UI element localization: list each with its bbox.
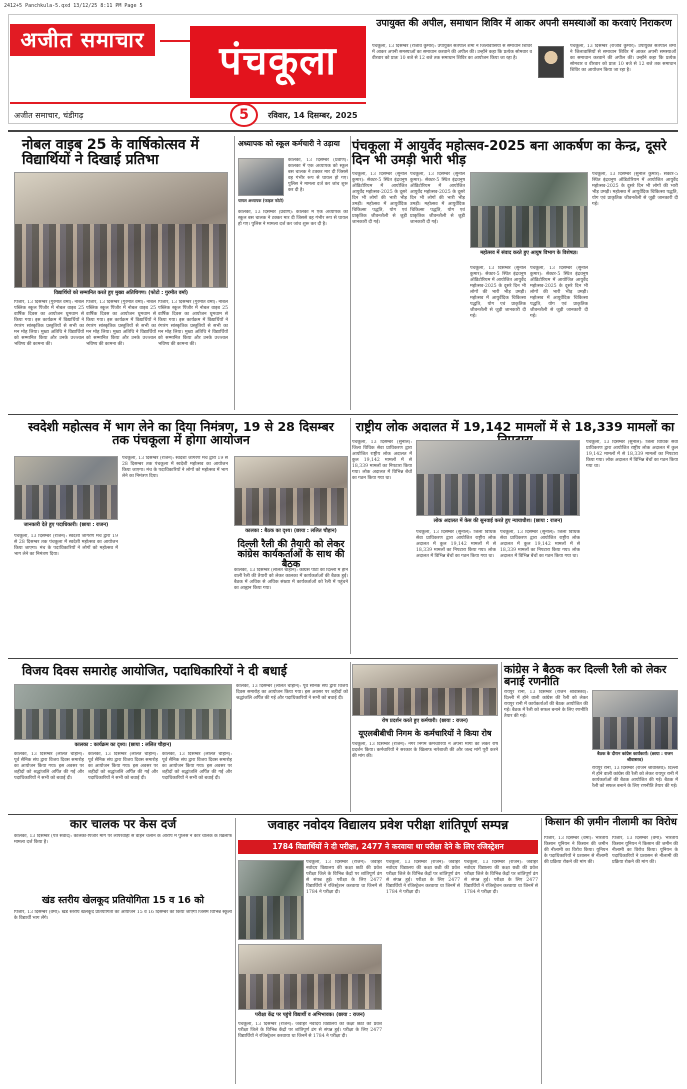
column-rule bbox=[350, 662, 351, 812]
car-case-headline: कार चालक पर केस दर्ज bbox=[69, 817, 177, 831]
top-right-body-cont: पंचकूला, 13 दिसम्बर (राजीव कुमार): उपायुक्त सतपाल शर्मा ने जिलावासियों से समाधान शिविर में आकर अपनी समस्याओं का समाधान करवाने की अपील की। उन्होंने कहा कि प्रत्येक सोमवार व वीरवार को प्रातः 10 बजे से 12 बजे तक समाधान शिविर का आयोजन किया जा रहा है। bbox=[570, 44, 676, 73]
navodaya-banner: 1784 विद्यार्थियों ने दी परीक्षा, 2477 ने करवाया था परीक्षा देने के लिए रजिस्ट्रेशन bbox=[238, 840, 538, 854]
ayurveda-body-col2: पंचकूला, 13 दिसम्बर (सुनील कुमार): सेक्टर-5 स्थित इंद्रधनुष ऑडिटोरियम में आयोजित आयुर्वेद महोत्सव-2025 के दूसरे दिन भी लोगों की भारी भीड़ उमड़ी। महोत्सव में आयुर्वेदिक चिकित्सा पद्धति, योग एवं प्राकृतिक जीवनशैली से जुड़ी जानकारी दी गई। bbox=[410, 172, 465, 225]
lok-adalat-body-col1: पंचकूला, 13 दिसम्बर (सुनील): जिला विधिक सेवा प्राधिकरण द्वारा आयोजित राष्ट्रीय लोक अदालत में कुल 19,142 मामलों में से 18,339 मामलों का निपटारा किया गया। लोक अदालत में विभिन्न बेंचों का गठन किया गया था। bbox=[352, 440, 412, 481]
column-rule bbox=[350, 418, 351, 654]
vijay-diwas-photo bbox=[14, 684, 232, 740]
vijay-diwas-body-col4: कालका, 13 दिसम्बर (ललित चौहान): पूर्व सैनिक संघ द्वारा विजय दिवस समारोह का आयोजन किया गया। इस अवसर पर शहीदों को श्रद्धांजलि अर्पित की गई और पदाधिकारियों ने सभी को बधाई दी। bbox=[236, 684, 348, 701]
farmers-body-col1: पिंजौर, 13 दिसम्बर (वर्मा): भारतीय किसान यूनियन ने किसान की जमीन की नीलामी का विरोध किया। यूनियन के पदाधिकारियों ने प्रशासन से नीलामी की प्रक्रिया रोकने की मांग की। bbox=[544, 836, 608, 865]
teacher-case-body-a: कालका, 13 दिसम्बर (प्रवीण): कालका में एक अध्यापक को स्कूल बस चालक ने टक्कर मार दी जिससे वह गंभीर रूप से घायल हो गए। पुलिस ने मामला दर्ज कर जांच शुरू कर दी है। bbox=[288, 158, 348, 193]
lok-adalat-caption: लोक अदालत में केस की सुनवाई करते हुए न्यायाधीश। (छाया : राजन) bbox=[433, 518, 563, 524]
congress-meeting-headline: कांग्रेस ने बैठक कर दिल्ली रैली को लेकर बनाई रणनीति bbox=[504, 663, 667, 688]
navodaya-body-col1: पंचकूला, 13 दिसम्बर (राजन): जवाहर नवोदय विद्यालय की कक्षा छठी की प्रवेश परीक्षा जिले के विभिन्न केंद्रों पर शांतिपूर्ण ढंग से संपन्न हुई। परीक्षा के लिए 2477 विद्यार्थियों ने रजिस्ट्रेशन करवाया था जिनमें से 1784 ने परीक्षा दी। bbox=[306, 860, 382, 895]
column-rule bbox=[501, 662, 502, 812]
car-case-body: कालका, 13 दिसम्बर (पत्र संवाद): कालका-पिंजौर मार्ग पर लापरवाही से वाहन चलाने के आरोप में पुलिस ने कार चालक के खिलाफ मामला दर्ज किया है। bbox=[14, 834, 232, 845]
brand-divider bbox=[160, 40, 190, 42]
place-line: अजीत समाचार, चंडीगढ़ bbox=[14, 111, 84, 120]
vijay-diwas-headline: विजय दिवस समारोह आयोजित, पदाधिकारियों ने दी बधाई bbox=[22, 663, 287, 678]
ayurveda-body-col3: पंचकूला, 13 दिसम्बर (सुनील कुमार): सेक्टर-5 स्थित इंद्रधनुष ऑडिटोरियम में आयोजित आयुर्वेद महोत्सव-2025 के दूसरे दिन भी लोगों की भारी भीड़ उमड़ी। महोत्सव में आयुर्वेदिक चिकित्सा पद्धति, योग एवं प्राकृतिक जीवनशैली से जुड़ी जानकारी दी गई। bbox=[470, 266, 526, 319]
sports-body: पिंजौर, 13 दिसम्बर (वर्मा): खंड स्तरीय खेलकूद प्रतियोगिता का आयोजन 15 व 16 दिसम्बर को किया जाएगा जिसमें विभिन्न स्कूलों के विद्यार्थी भाग लेंगे। bbox=[14, 910, 232, 921]
teacher-case-body-b: कालका, 13 दिसम्बर (प्रवीण): कालका में एक अध्यापक को स्कूल बस चालक ने टक्कर मार दी जिससे वह गंभीर रूप से घायल हो गए। पुलिस ने मामला दर्ज कर जांच शुरू कर दी है। bbox=[238, 210, 348, 227]
ayurveda-body-col1: पंचकूला, 13 दिसम्बर (सुनील कुमार): सेक्टर-5 स्थित इंद्रधनुष ऑडिटोरियम में आयोजित आयुर्वेद महोत्सव-2025 के दूसरे दिन भी लोगों की भारी भीड़ उमड़ी। महोत्सव में आयुर्वेदिक चिकित्सा पद्धति, योग एवं प्राकृतिक जीवनशैली से जुड़ी जानकारी दी गई। bbox=[352, 172, 407, 225]
lok-adalat-body-col3: पंचकूला, 13 दिसम्बर (सुनील): जिला विधिक सेवा प्राधिकरण द्वारा आयोजित राष्ट्रीय लोक अदालत में कुल 19,142 मामलों में से 18,339 मामलों का निपटारा किया गया। लोक अदालत में विभिन्न बेंचों का गठन किया गया था। bbox=[500, 530, 580, 559]
column-rule bbox=[234, 136, 235, 410]
swadeshi-body-col2: पंचकूला, 13 दिसम्बर (राजन): स्वदेशी जागरण मंच द्वारा 19 से 28 दिसम्बर तक पंचकूला में स्वदेशी महोत्सव का आयोजन किया जाएगा। मंच के पदाधिकारियों ने लोगों को महोत्सव में भाग लेने का निमंत्रण दिया। bbox=[122, 456, 228, 479]
municipal-protest-body: पंचकूला, 13 दिसम्बर (राजन): नगर निगम कर्मचारियों ने अपनी मांगों को लेकर रोष प्रदर्शन किया। कर्मचारियों ने सरकार के खिलाफ नारेबाजी की और जल्द मांगें पूरी करने की मांग की। bbox=[352, 742, 498, 759]
congress-meeting-body-col1: रायपुर रानी, 13 दिसम्बर (राजन श्रीवास्तव): दिल्ली में होने वाली कांग्रेस की रैली को लेकर रायपुर रानी में कार्यकर्ताओं की बैठक आयोजित की गई। बैठक में रैली को सफल बनाने के लिए रणनीति तैयार की गई। bbox=[504, 690, 588, 719]
ayurveda-body-col4: पंचकूला, 13 दिसम्बर (सुनील कुमार): सेक्टर-5 स्थित इंद्रधनुष ऑडिटोरियम में आयोजित आयुर्वेद महोत्सव-2025 के दूसरे दिन भी लोगों की भारी भीड़ उमड़ी। महोत्सव में आयुर्वेदिक चिकित्सा पद्धति, योग एवं प्राकृतिक जीवनशैली से जुड़ी जानकारी दी गई। bbox=[530, 266, 588, 319]
vijay-diwas-body-col2: कालका, 13 दिसम्बर (ललित चौहान): पूर्व सैनिक संघ द्वारा विजय दिवस समारोह का आयोजन किया गया। इस अवसर पर शहीदों को श्रद्धांजलि अर्पित की गई और पदाधिकारियों ने सभी को बधाई दी। bbox=[88, 752, 158, 781]
municipal-protest-photo bbox=[352, 664, 498, 716]
navodaya-photo-1 bbox=[238, 860, 304, 940]
ayurveda-photo bbox=[470, 172, 588, 248]
swadeshi-body-col1: पंचकूला, 13 दिसम्बर (राजन): स्वदेशी जागरण मंच द्वारा 19 से 28 दिसम्बर तक पंचकूला में स्वदेशी महोत्सव का आयोजन किया जाएगा। मंच के पदाधिकारियों ने लोगों को महोत्सव में भाग लेने का निमंत्रण दिया। bbox=[14, 534, 118, 557]
municipal-protest-caption: रोष प्रदर्शन करते हुए कर्मचारी। (छाया : राजन) bbox=[381, 718, 469, 724]
annual-day-body-col1: पिंजौर, 13 दिसम्बर (गुरमीत वर्मा): नोबल पब्लिक स्कूल पिंजौर में नोबल वाइब 25 वार्षिक दिवस का आयोजन धूमधाम से किया गया। इस कार्यक्रम में विद्यार्थियों ने रंगारंग सांस्कृतिक प्रस्तुतियों से सभी का मन मोह लिया। मुख्य अतिथि ने विद्यार्थियों को सम्मानित किया और उनके उज्ज्वल भविष्य की कामना की। bbox=[14, 300, 84, 347]
edition-title: पंचकूला bbox=[190, 26, 366, 98]
ayurveda-caption: महोत्सव में संवाद करते हुए आयुष विभाग के विशेषज्ञ। bbox=[480, 250, 578, 256]
column-rule bbox=[235, 818, 236, 1084]
navodaya-caption: परीक्षा केंद्र पर पहुंचे विद्यार्थी व अभिभावक। (छाया : राजन) bbox=[255, 1012, 365, 1018]
top-right-headline: उपायुक्त की अपील, समाधान शिविर में आकर अपनी समस्याओं का करवाएं निराकरण bbox=[376, 18, 672, 29]
brand-logo: अजीत समाचार bbox=[10, 24, 155, 56]
delhi-rally-body: कालका, 13 दिसम्बर (ललित चौहान): कांग्रेस पार्टी की दिल्ली में होने वाली रैली की तैयारी को लेकर कालका में कार्यकर्ताओं की बैठक हुई। बैठक में अधिक से अधिक संख्या में कार्यकर्ताओं को रैली में पहुंचने का आह्वान किया गया। bbox=[234, 568, 348, 591]
delhi-rally-caption: कालका : बैठक का दृश्य। (छाया : ललित चौहान) bbox=[245, 528, 337, 534]
swadeshi-headline: स्वदेशी महोत्सव में भाग लेने का दिया निमंत्रण, 19 से 28 दिसम्बर तक पंचकूला में होगा आयोजन bbox=[28, 419, 334, 448]
column-rule bbox=[541, 818, 542, 1084]
teacher-case-caption: घायल अध्यापक (फाइल फोटो) bbox=[238, 198, 284, 203]
ayurveda-body-col5: पंचकूला, 13 दिसम्बर (सुनील कुमार): सेक्टर-5 स्थित इंद्रधनुष ऑडिटोरियम में आयोजित आयुर्वेद महोत्सव-2025 के दूसरे दिन भी लोगों की भारी भीड़ उमड़ी। महोत्सव में आयुर्वेदिक चिकित्सा पद्धति, योग एवं प्राकृतिक जीवनशैली से जुड़ी जानकारी दी गई। bbox=[592, 172, 678, 207]
vijay-diwas-body-col3: कालका, 13 दिसम्बर (ललित चौहान): पूर्व सैनिक संघ द्वारा विजय दिवस समारोह का आयोजन किया गया। इस अवसर पर शहीदों को श्रद्धांजलि अर्पित की गई और पदाधिकारियों ने सभी को बधाई दी। bbox=[162, 752, 232, 781]
section-rule-4 bbox=[8, 814, 678, 815]
congress-meeting-caption: बैठक के दौरान कांग्रेस कार्यकर्ता। (छाया : राजन श्रीवास्तव) bbox=[597, 752, 673, 763]
file-info-bar: 2412+5 Panchkula-5.qxd 13/12/25 8:11 PM Page 5 bbox=[4, 3, 143, 9]
vijay-diwas-caption: कालका : कार्यक्रम का दृश्य। (छाया : ललित चौहान) bbox=[74, 742, 172, 748]
navodaya-photo-2 bbox=[238, 944, 382, 1010]
annual-day-body-col2: पिंजौर, 13 दिसम्बर (गुरमीत वर्मा): नोबल पब्लिक स्कूल पिंजौर में नोबल वाइब 25 वार्षिक दिवस का आयोजन धूमधाम से किया गया। इस कार्यक्रम में विद्यार्थियों ने रंगारंग सांस्कृतिक प्रस्तुतियों से सभी का मन मोह लिया। मुख्य अतिथि ने विद्यार्थियों को सम्मानित किया और उनके उज्ज्वल भविष्य की कामना की। bbox=[86, 300, 156, 347]
municipal-protest-headline: यूएलबीबीची निगम के कर्मचारियों ने किया रोष bbox=[358, 729, 492, 738]
annual-day-body-col3: पिंजौर, 13 दिसम्बर (गुरमीत वर्मा): नोबल पब्लिक स्कूल पिंजौर में नोबल वाइब 25 वार्षिक दिवस का आयोजन धूमधाम से किया गया। इस कार्यक्रम में विद्यार्थियों ने रंगारंग सांस्कृतिक प्रस्तुतियों से सभी का मन मोह लिया। मुख्य अतिथि ने विद्यार्थियों को सम्मानित किया और उनके उज्ज्वल भविष्य की कामना की। bbox=[158, 300, 228, 347]
farmers-body-col2: पिंजौर, 13 दिसम्बर (वर्मा): भारतीय किसान यूनियन ने किसान की जमीन की नीलामी का विरोध किया। यूनियन के पदाधिकारियों ने प्रशासन से नीलामी की प्रक्रिया रोकने की मांग की। bbox=[612, 836, 678, 865]
teacher-case-headline: अध्यापक को स्कूल कर्मचारी ने उड़ाया bbox=[238, 139, 340, 148]
sports-headline: खंड स्तरीय खेलकूद प्रतियोगिता 15 व 16 को bbox=[42, 895, 204, 906]
column-rule bbox=[350, 136, 351, 410]
date-line: रविवार, 14 दिसम्बर, 2025 bbox=[268, 111, 358, 120]
lok-adalat-body-col4: पंचकूला, 13 दिसम्बर (सुनील): जिला विधिक सेवा प्राधिकरण द्वारा आयोजित राष्ट्रीय लोक अदालत में कुल 19,142 मामलों में से 18,339 मामलों का निपटारा किया गया। लोक अदालत में विभिन्न बेंचों का गठन किया गया था। bbox=[586, 440, 678, 469]
section-rule-2 bbox=[8, 414, 678, 415]
swadeshi-photo bbox=[14, 456, 118, 520]
vijay-diwas-body-col1: कालका, 13 दिसम्बर (ललित चौहान): पूर्व सैनिक संघ द्वारा विजय दिवस समारोह का आयोजन किया गया। इस अवसर पर शहीदों को श्रद्धांजलि अर्पित की गई और पदाधिकारियों ने सभी को बधाई दी। bbox=[14, 752, 84, 781]
ayurveda-headline: पंचकूला में आयुर्वेद महोत्सव-2025 बना आकर्षण का केन्द्र, दूसरे दिन भी उमड़ी भारी भीड़ bbox=[352, 139, 667, 168]
section-rule bbox=[8, 130, 678, 132]
annual-day-headline: नोबल वाइब 25 के वार्षिकोत्सव में विद्यार्थियों ने दिखाई प्रतिभा bbox=[22, 137, 199, 168]
annual-day-caption: विद्यार्थियों को सम्मानित करते हुए मुख्य अतिथिगण। (फोटो : गुरमीत वर्मा) bbox=[53, 290, 189, 296]
page-number-badge: 5 bbox=[230, 103, 258, 127]
top-right-body: पंचकूला, 13 दिसम्बर (राजीव कुमार): उपायुक्त सतपाल शर्मा ने जिलावासियों से समाधान शिविर में आकर अपनी समस्याओं का समाधान करवाने की अपील की। उन्होंने कहा कि प्रत्येक सोमवार व वीरवार को प्रातः 10 बजे से 12 बजे तक समाधान शिविर का आयोजन किया जा रहा है। bbox=[372, 44, 532, 61]
annual-day-photo bbox=[14, 172, 228, 288]
masthead-rule bbox=[10, 102, 366, 104]
lok-adalat-headline: राष्ट्रीय लोक अदालत में 19,142 मामलों में से 18,339 मामलों का bbox=[355, 419, 675, 434]
navodaya-body-col4: पंचकूला, 13 दिसम्बर (राजन): जवाहर नवोदय विद्यालय की कक्षा छठी की प्रवेश परीक्षा जिले के विभिन्न केंद्रों पर शांतिपूर्ण ढंग से संपन्न हुई। परीक्षा के लिए 2477 विद्यार्थियों ने रजिस्ट्रेशन करवाया था जिनमें से 1784 ने परीक्षा दी। bbox=[464, 860, 538, 895]
swadeshi-caption: जानकारी देते हुए पदाधिकारी। (छाया : राजन) bbox=[23, 522, 109, 528]
lok-adalat-body-col2: पंचकूला, 13 दिसम्बर (सुनील): जिला विधिक सेवा प्राधिकरण द्वारा आयोजित राष्ट्रीय लोक अदालत में कुल 19,142 मामलों में से 18,339 मामलों का निपटारा किया गया। लोक अदालत में विभिन्न बेंचों का गठन किया गया था। bbox=[416, 530, 496, 559]
teacher-case-photo bbox=[238, 158, 284, 196]
farmers-headline: किसान की ज़मीन नीलामी का विरोध bbox=[545, 817, 677, 828]
congress-meeting-photo bbox=[592, 690, 678, 750]
lok-adalat-photo bbox=[416, 440, 580, 516]
congress-meeting-body-col2: रायपुर रानी, 13 दिसम्बर (राजन श्रीवास्तव): दिल्ली में होने वाली कांग्रेस की रैली को लेकर रायपुर रानी में कार्यकर्ताओं की बैठक आयोजित की गई। बैठक में रैली को सफल बनाने के लिए रणनीति तैयार की गई। bbox=[592, 766, 678, 789]
section-rule-3 bbox=[8, 658, 678, 659]
delhi-rally-photo bbox=[234, 456, 348, 526]
delhi-rally-headline: दिल्ली रैली की तैयारी को लेकर कांग्रेस कार्यकर्ताओं के साथ की बैठक bbox=[237, 539, 345, 570]
navodaya-headline: जवाहर नवोदय विद्यालय प्रवेश परीक्षा शांतिपूर्ण सम्पन्न bbox=[267, 817, 509, 832]
official-portrait bbox=[538, 46, 564, 78]
navodaya-body-col2: पंचकूला, 13 दिसम्बर (राजन): जवाहर नवोदय विद्यालय की कक्षा छठी की प्रवेश परीक्षा जिले के विभिन्न केंद्रों पर शांतिपूर्ण ढंग से संपन्न हुई। परीक्षा के लिए 2477 विद्यार्थियों ने रजिस्ट्रेशन करवाया था जिनमें से 1784 ने परीक्षा दी। bbox=[238, 1022, 382, 1039]
navodaya-body-col3: पंचकूला, 13 दिसम्बर (राजन): जवाहर नवोदय विद्यालय की कक्षा छठी की प्रवेश परीक्षा जिले के विभिन्न केंद्रों पर शांतिपूर्ण ढंग से संपन्न हुई। परीक्षा के लिए 2477 विद्यार्थियों ने रजिस्ट्रेशन करवाया था जिनमें से 1784 ने परीक्षा दी। bbox=[386, 860, 460, 895]
